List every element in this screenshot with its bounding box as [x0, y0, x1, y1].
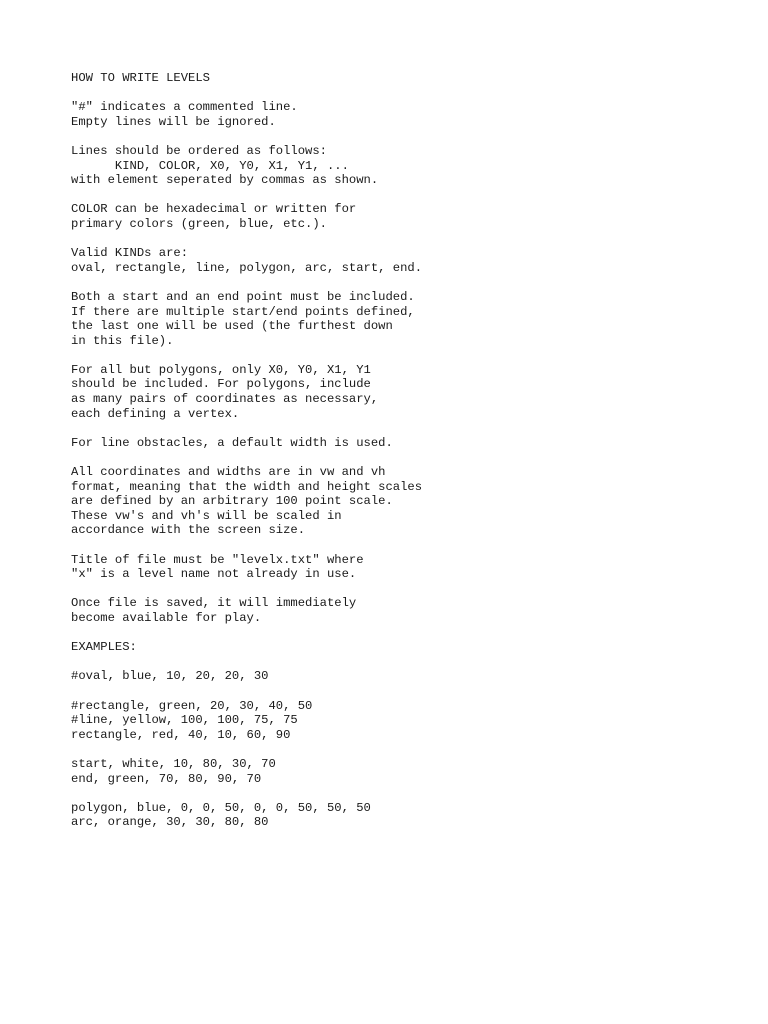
document-page — [71, 71, 751, 830]
document-body-text: HOW TO WRITE LEVELS "#" indicates a commented line. Empty lines will be ignored. Lines should be ordered as follows: KIND, COLOR, X0, Y0, X1, Y1, ... with element seperated by commas as shown. COLOR can be hexadecimal or written for primary colors (green, blue, etc.). Valid KINDs are: oval, rectangle, line, polygon, arc, start, end. Both a start and an end point must be included. If there are multiple start/end points defined, the last one will be used (the furthest down in this file). For all but polygons, only X0, Y0, X1, Y1 should be included. For polygons, include as many pairs of coordinates as necessary, each defining a vertex. For line obstacles, a default width is used. All coordinates and widths are in vw and vh format, meaning that the width and height scales are defined by an arbitrary 100 point scale. These vw's and vh's will be scaled in accordance with the screen size. Title of file must be "levelx.txt" where "x" is a level name not already in use. Once file is saved, it will immediately become available for play. EXAMPLES: #oval, blue, 10, 20, 20, 30 #rectangle, green, 20, 30, 40, 50 #line, yellow, 100, 100, 75, 75 rectangle, red, 40, 10, 60, 90 start, white, 10, 80, 30, 70 end, green, 70, 80, 90, 70 polygon, blue, 0, 0, 50, 0, 0, 50, 50, 50 arc, orange, 30, 30, 80, 80 — [71, 71, 423, 830]
